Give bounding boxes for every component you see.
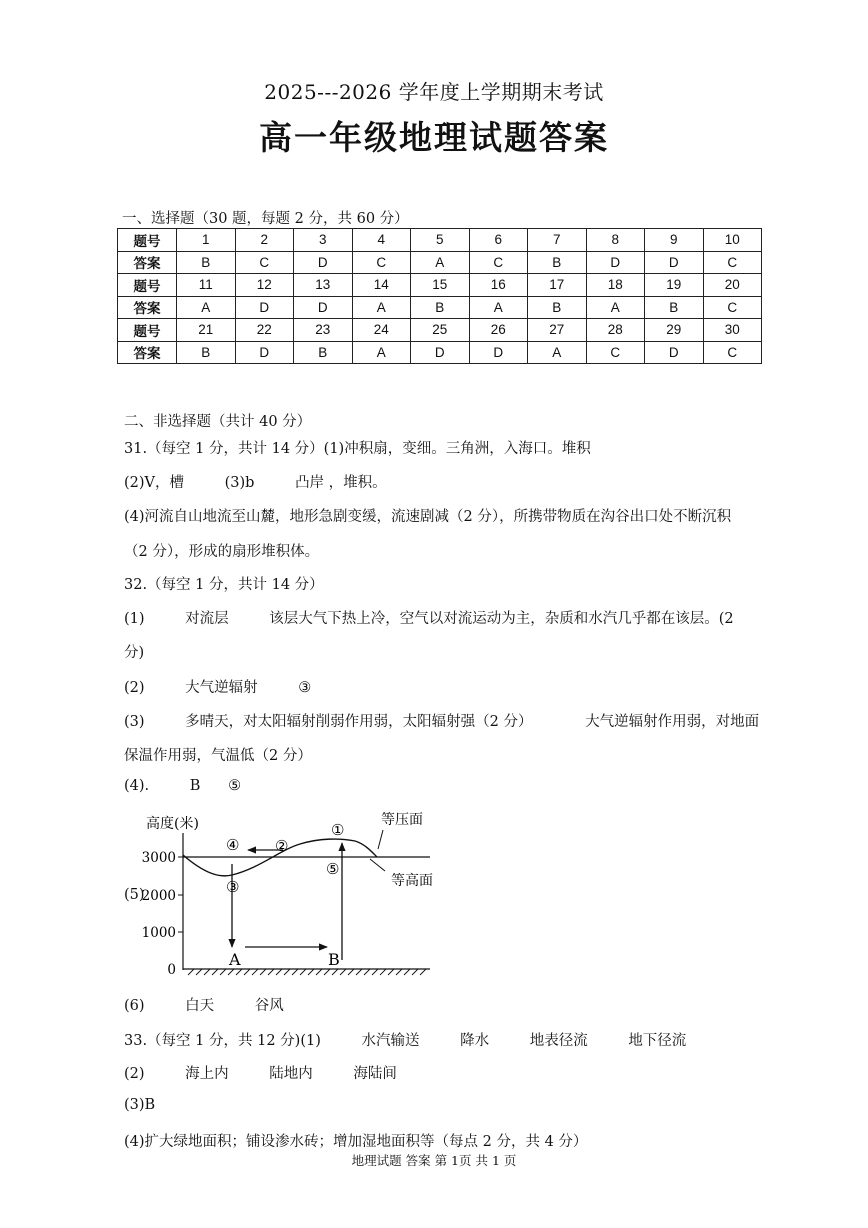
question-number-cell: 21 [177,319,236,342]
q33-part3: (3)B [124,1097,156,1113]
q33-heading: 33.（每空 1 分，共 12 分)(1) [124,1033,321,1049]
tick-0: 0 [167,962,176,978]
diagram-ylabel: 高度(米) [146,816,199,832]
q32-part5-num: (5) [124,887,145,903]
question-number-cell: 22 [235,319,294,342]
answer-cell: D [411,341,470,364]
q33-part2-answer-3: 海陆间 [353,1066,397,1082]
answer-cell: C [235,251,294,274]
section1-heading: 一、选择题（30 题，每题 2 分，共 60 分） [122,211,409,227]
q32-part6-answer: 白天 [185,998,215,1014]
q32-part4 [124,778,241,794]
q32-part3-num: (3) [124,714,145,730]
q33-answer-4: 地下径流 [628,1033,687,1049]
answer-cell: C [703,296,762,319]
answer-cell: D [645,251,704,274]
q33-part4: (4)扩大绿地面积；铺设渗水砖；增加湿地面积等（每点 2 分，共 4 分） [124,1134,588,1150]
table-row-answers [118,341,762,364]
q32-part1 [124,607,734,628]
answer-cell: A [469,296,528,319]
q32-part3-cont: 保温作用弱，气温低（2 分） [124,748,312,764]
q31-line4: （2 分），形成的扇形堆积体。 [124,544,320,560]
question-number-cell: 9 [645,229,704,252]
question-number-cell: 7 [528,229,587,252]
point-3: ③ [226,878,240,896]
ground-hatching [188,969,426,975]
question-number-cell: 12 [235,274,294,297]
q32-part3-answer2: 大气逆辐射作用弱，对地面 [585,714,760,730]
q33-answer-2: 降水 [460,1033,490,1049]
answer-cell: B [411,296,470,319]
answer-cell: D [294,251,353,274]
question-number-cell: 17 [528,274,587,297]
tick-3000: 3000 [141,850,176,866]
question-number-cell: 1 [177,229,236,252]
question-number-cell: 10 [703,229,762,252]
q31-part3: (3)b [224,475,255,491]
q32-part4-symbol: ⑤ [228,778,242,794]
q32-part6 [124,994,284,1015]
question-number-cell: 25 [411,319,470,342]
question-number-cell: 18 [586,274,645,297]
answer-cell: C [352,251,411,274]
answer-cell: B [177,341,236,364]
question-number-cell: 14 [352,274,411,297]
question-number-cell: 16 [469,274,528,297]
answer-cell: D [469,341,528,364]
question-number-cell: 20 [703,274,762,297]
answer-cell: B [294,341,353,364]
q31-line2 [124,471,387,492]
row-label-number: 题号 [118,229,177,252]
question-number-cell: 28 [586,319,645,342]
question-number-cell: 26 [469,319,528,342]
label-isobar: 等压面 [381,812,423,828]
question-number-cell: 24 [352,319,411,342]
q33-part2 [124,1062,397,1083]
answer-cell: D [294,296,353,319]
answer-cell: C [586,341,645,364]
q32-part4-answer: B [189,778,201,794]
table-row-numbers [118,319,762,342]
point-2: ② [275,837,289,855]
exam-year-title: 2025---2026 学年度上学期期末考试 [264,80,604,104]
row-label-answer: 答案 [118,251,177,274]
question-number-cell: 19 [645,274,704,297]
answer-cell: D [586,251,645,274]
question-number-cell: 2 [235,229,294,252]
row-label-number: 题号 [118,319,177,342]
q31-line3: (4)河流自山地流至山麓，地形急剧变缓，流速剧减（2 分），所携带物质在沟谷出口处不断沉积 [124,509,732,525]
question-number-cell: 3 [294,229,353,252]
answer-cell: C [703,251,762,274]
q33-answer-1: 水汽输送 [361,1033,420,1049]
question-number-cell: 6 [469,229,528,252]
q33-part2-answer-2: 陆地内 [269,1066,313,1082]
table-row-answers [118,296,762,319]
isoheight-leader [370,859,385,871]
page-title: 高一年级地理试题答案 [259,118,609,157]
q32-part1-answer: 对流层 [185,611,229,627]
answer-cell: D [235,296,294,319]
q32-part2-num: (2) [124,680,145,696]
answer-cell: B [645,296,704,319]
q32-part2-answer: 大气逆辐射 [185,680,258,696]
question-number-cell: 15 [411,274,470,297]
q33-part2-num: (2) [124,1066,145,1082]
question-number-cell: 13 [294,274,353,297]
point-1: ① [331,821,345,839]
point-4: ④ [226,836,240,854]
question-number-cell: 5 [411,229,470,252]
label-B: B [328,950,340,969]
q33-answer-3: 地表径流 [529,1033,588,1049]
table-row-answers [118,251,762,274]
q31-line1: 31.（每空 1 分，共计 14 分）(1)冲积扇，变细。三角洲，入海口。堆积 [124,441,591,457]
answer-cell: A [352,296,411,319]
label-A: A [229,950,241,969]
answer-cell: B [528,296,587,319]
answer-cell: C [703,341,762,364]
answer-cell: A [177,296,236,319]
q33-line1 [124,1029,686,1050]
tick-2000: 2000 [141,888,176,904]
q32-line1: 32.（每空 1 分，共计 14 分） [124,577,324,593]
q32-part1-num: (1) [124,611,145,627]
tick-1000: 1000 [141,925,176,941]
answer-cell: A [586,296,645,319]
question-number-cell: 23 [294,319,353,342]
q31-part3-bank: 凸岸 [295,475,325,491]
q33-part2-answer-1: 海上内 [185,1066,229,1082]
answer-cell: D [235,341,294,364]
row-label-number: 题号 [118,274,177,297]
answer-cell: B [528,251,587,274]
table-row-numbers [118,229,762,252]
q31-part2: (2)V，槽 [124,475,185,491]
row-label-answer: 答案 [118,296,177,319]
q31-part3-end: ，堆积。 [328,475,387,491]
table-row-numbers [118,274,762,297]
answer-cell: B [177,251,236,274]
q32-part1-reason: 该层大气下热上冷，空气以对流运动为主，杂质和水汽几乎都在该层。(2 [269,611,734,627]
q32-part6-num: (6) [124,998,145,1014]
q32-part2-symbol: ③ [298,680,312,696]
answer-cell: C [469,251,528,274]
question-number-cell: 27 [528,319,587,342]
answer-cell: A [411,251,470,274]
answer-cell: D [645,341,704,364]
isobar-leader [378,830,383,849]
question-number-cell: 4 [352,229,411,252]
page-footer: 地理试题 答案 第 1页 共 1 页 [351,1153,517,1168]
section2-heading: 二、非选择题（共计 40 分） [124,414,312,430]
q32-part1-cont: 分) [124,645,145,661]
question-number-cell: 29 [645,319,704,342]
point-5: ⑤ [326,860,340,878]
isobar-diagram [120,808,450,978]
question-number-cell: 11 [177,274,236,297]
q32-part4-num: (4). [124,778,150,794]
label-isoheight: 等高面 [391,873,433,889]
answer-cell: A [528,341,587,364]
q32-part3-answer: 多晴天，对太阳辐射削弱作用弱，太阳辐射强（2 分） [185,714,533,730]
q32-part6-answer2: 谷风 [254,998,284,1014]
answer-cell: A [352,341,411,364]
question-number-cell: 30 [703,319,762,342]
question-number-cell: 8 [586,229,645,252]
q32-part2 [124,676,311,697]
row-label-answer: 答案 [118,341,177,364]
q32-part3 [124,710,759,731]
answer-table [117,228,762,364]
